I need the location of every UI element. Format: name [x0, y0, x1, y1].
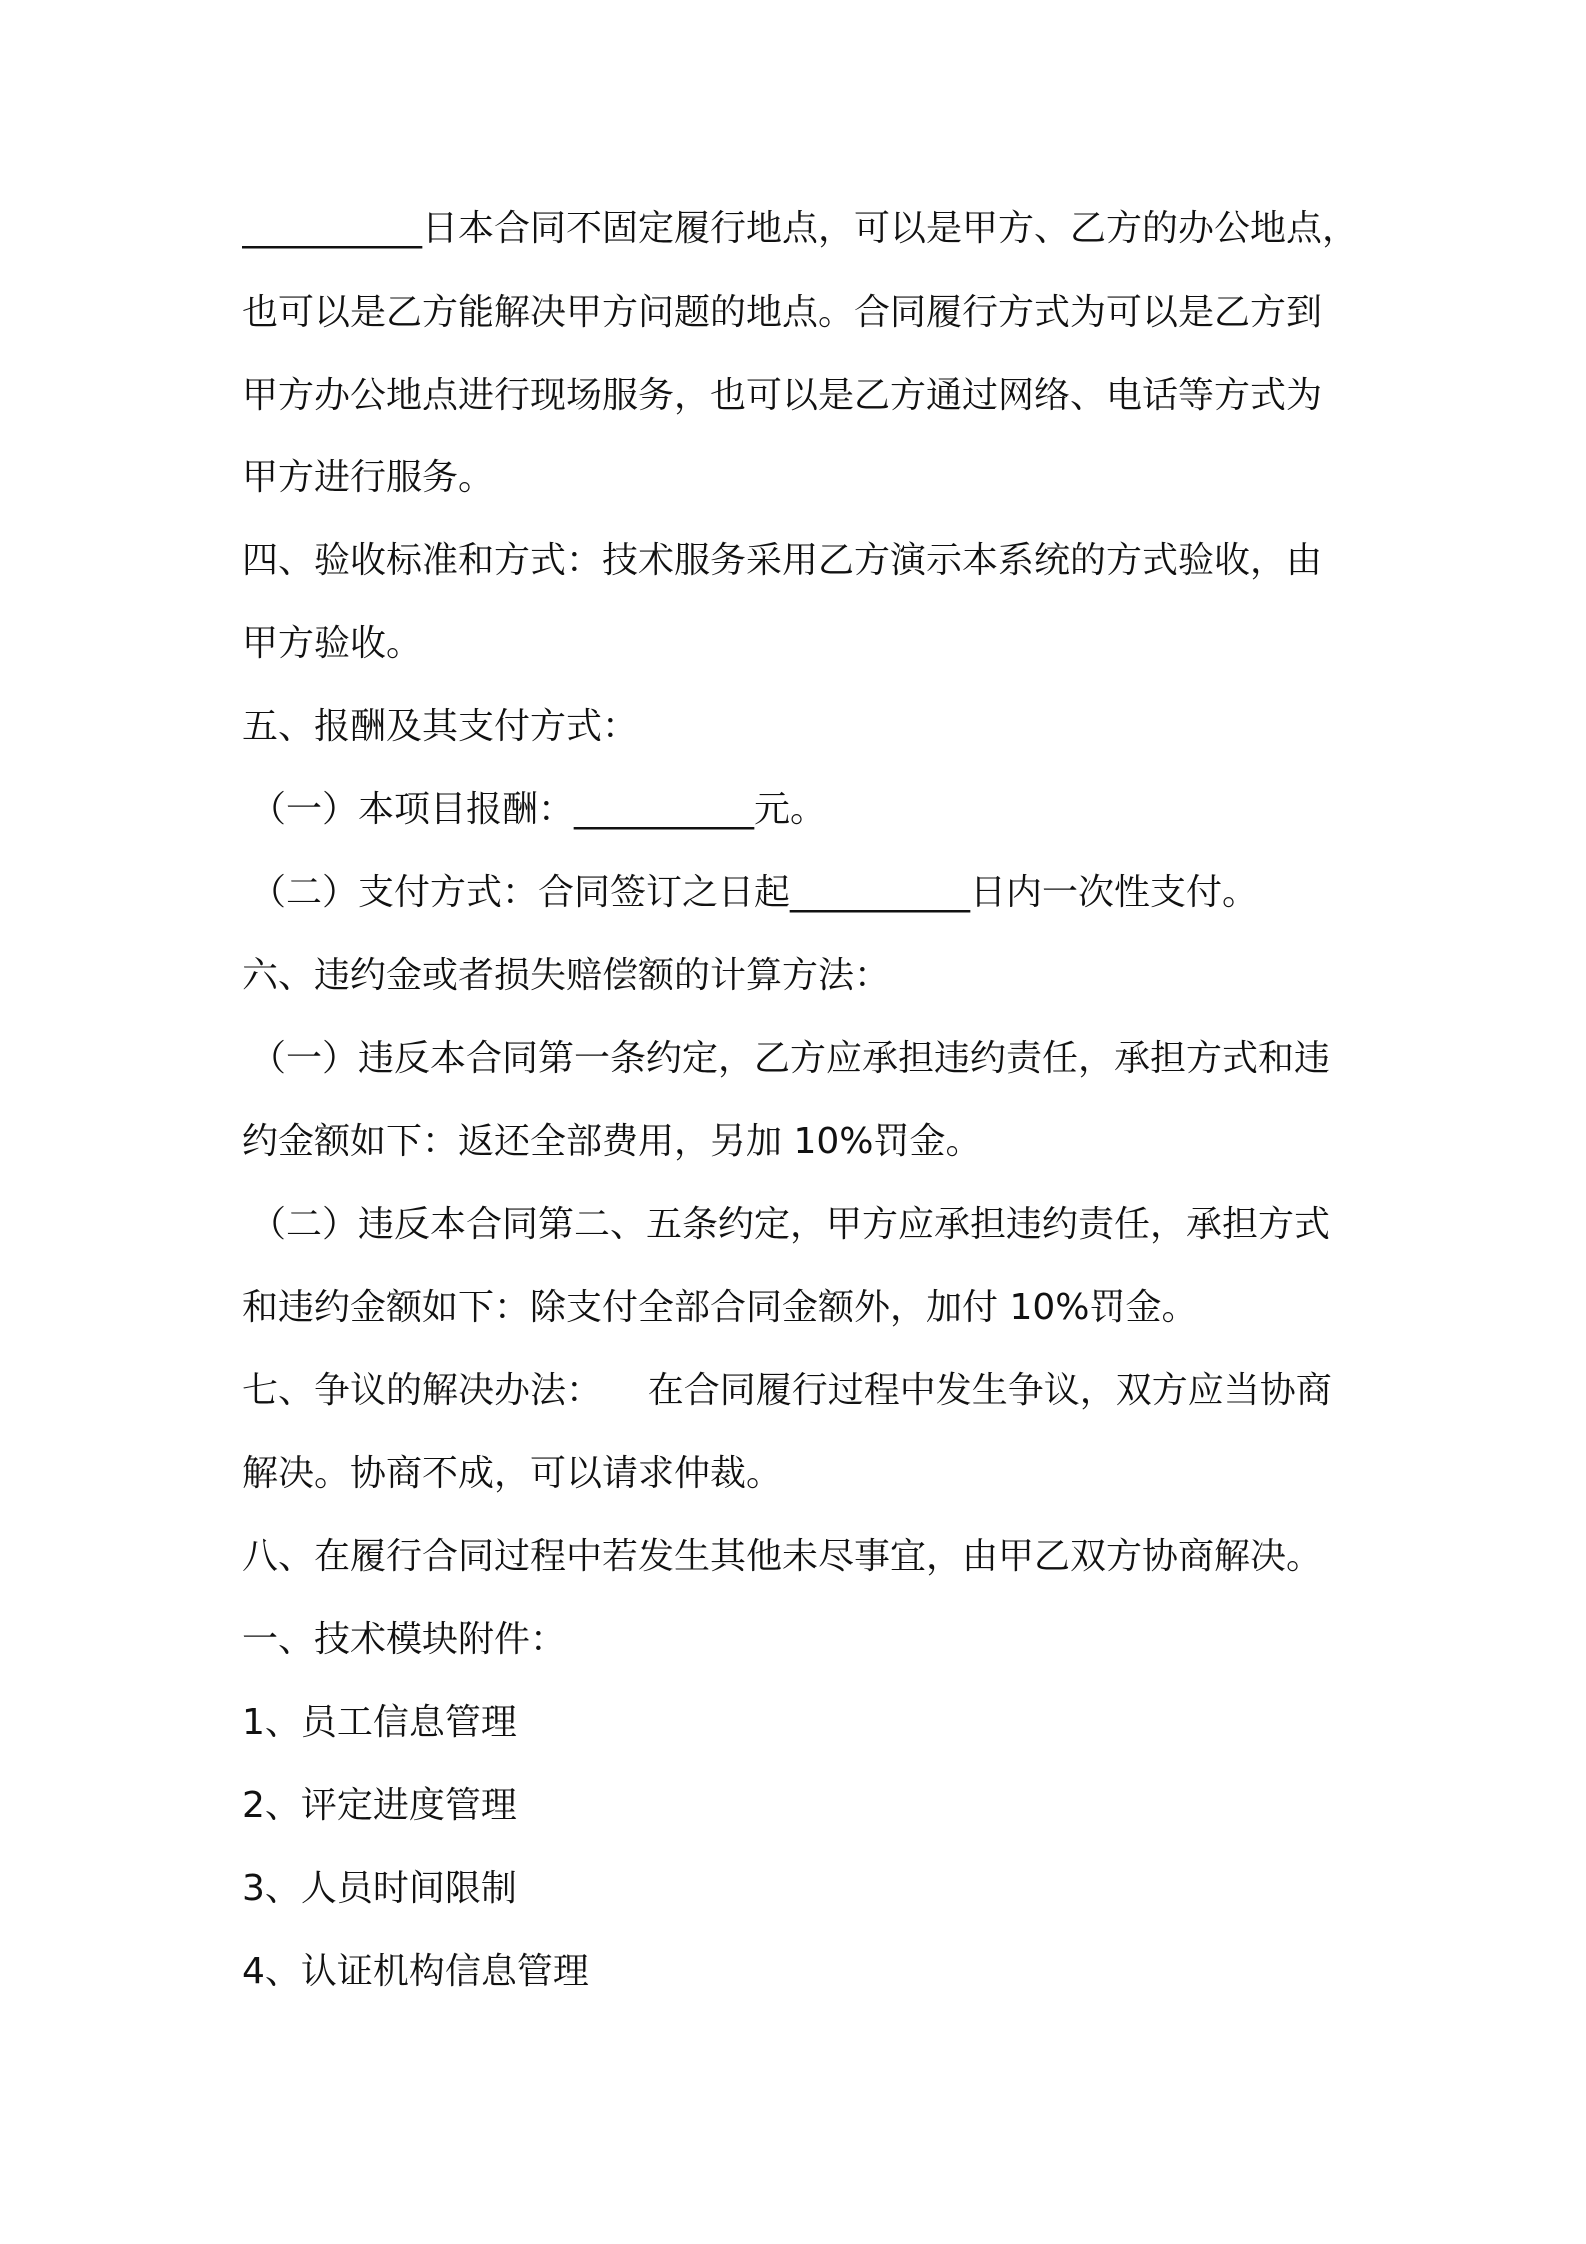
section-heading: 一、技术模块附件：	[242, 1619, 567, 1660]
list-item: 2、评定进度管理	[242, 1785, 517, 1826]
text-line: 解决。协商不成，可以请求仲裁。	[242, 1453, 783, 1494]
text-line: __________日本合同不固定履行地点，可以是甲方、乙方的办公地点，	[242, 208, 1359, 249]
list-item: 4、认证机构信息管理	[242, 1951, 589, 1992]
text-line: 甲方验收。	[242, 623, 423, 664]
clause-item: （二）违反本合同第二、五条约定，甲方应承担违约责任，承担方式	[250, 1204, 1331, 1245]
clause-item: （一）本项目报酬：__________元。	[250, 789, 827, 830]
text-line: 约金额如下：返还全部费用，另加 10%罚金。	[242, 1121, 982, 1162]
text-line: 和违约金额如下：除支付全部合同金额外，加付 10%罚金。	[242, 1287, 1198, 1328]
section-heading: 八、在履行合同过程中若发生其他未尽事宜，由甲乙双方协商解决。	[242, 1536, 1323, 1577]
section-heading: 六、违约金或者损失赔偿额的计算方法：	[242, 955, 891, 996]
clause-item: （二）支付方式：合同签订之日起__________日内一次性支付。	[250, 872, 1259, 913]
list-item: 3、人员时间限制	[242, 1868, 517, 1909]
text-line: 也可以是乙方能解决甲方问题的地点。合同履行方式为可以是乙方到	[242, 292, 1323, 333]
list-item: 1、员工信息管理	[242, 1702, 517, 1743]
text-line: 甲方进行服务。	[242, 457, 495, 498]
section-heading: 七、争议的解决办法： 在合同履行过程中发生争议，双方应当协商	[242, 1370, 1332, 1411]
text-line: 甲方办公地点进行现场服务，也可以是乙方通过网络、电话等方式为	[242, 375, 1323, 416]
clause-item: （一）违反本合同第一条约定，乙方应承担违约责任，承担方式和违	[250, 1038, 1331, 1079]
section-heading: 五、报酬及其支付方式：	[242, 706, 639, 747]
section-heading: 四、验收标准和方式：技术服务采用乙方演示本系统的方式验收，由	[242, 540, 1323, 581]
